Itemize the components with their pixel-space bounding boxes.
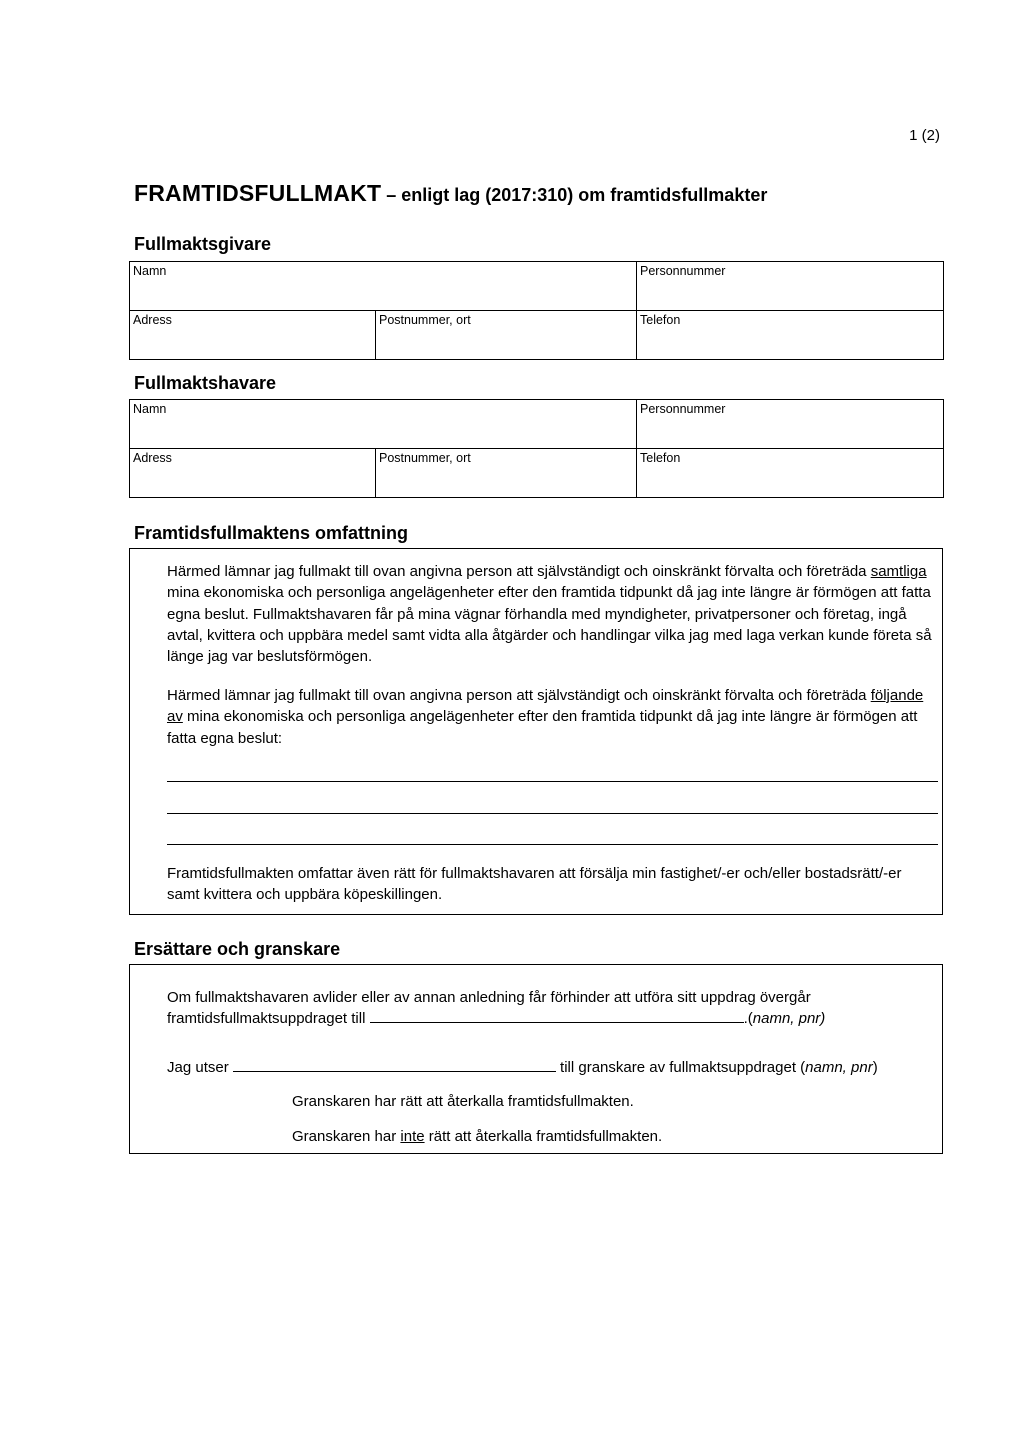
ersattare-box (129, 964, 943, 1154)
document-title (134, 180, 767, 207)
emphasis-foljande-av: följande av (167, 687, 924, 726)
paragraph-text: till granskare av fullmaktsuppdraget ( (555, 1059, 806, 1076)
field-label: Adress (133, 313, 172, 327)
paragraph-text: rätt att återkalla framtidsfullmakten. (424, 1128, 663, 1145)
paragraph-text: Härmed lämnar jag fullmakt till ovan angivna person att självständigt och oinskränkt förvalta och företräda (167, 687, 871, 704)
paragraph-text: .( (743, 1010, 753, 1027)
fullmaktsgivare-name-field[interactable] (130, 262, 637, 311)
paragraph-text: framtidsfullmaktsuppdraget till (167, 1010, 370, 1027)
field-label: Postnummer, ort (379, 313, 471, 327)
document-title-subtitle: – enligt lag (2017:310) om framtidsfullmakter (381, 185, 768, 205)
fullmaktshavare-name-field[interactable] (130, 400, 637, 449)
fullmaktshavare-table (129, 399, 944, 498)
substitute-blank[interactable] (370, 1009, 744, 1023)
field-label: Postnummer, ort (379, 451, 471, 465)
fullmaktshavare-personnummer-field[interactable] (637, 400, 944, 449)
option-may-revoke[interactable]: Granskaren har rätt att återkalla framtidsfullmakten. (292, 1093, 634, 1110)
field-label: Personnummer (640, 402, 726, 416)
omfattning-paragraph-property: Framtidsfullmakten omfattar även rätt för fullmaktshavaren att försälja min fastighet/-er och/eller bostadsrätt/-er samt kvittera och uppbära köpeskillingen. (167, 865, 902, 904)
fill-line-3[interactable] (167, 844, 938, 845)
omfattning-paragraph-all (167, 561, 938, 667)
section-heading-omfattning: Framtidsfullmaktens omfattning (134, 523, 409, 543)
fullmaktshavare-address-field[interactable] (130, 449, 376, 498)
emphasis-inte: inte (400, 1128, 425, 1145)
fill-line-2[interactable] (167, 813, 938, 814)
omfattning-paragraph-partial (167, 685, 938, 749)
paragraph-text: ) (872, 1059, 878, 1076)
option-may-not-revoke[interactable] (292, 1128, 662, 1145)
omfattning-box (129, 548, 943, 915)
paragraph-text: mina ekonomiska och personliga angelägenheter efter den framtida tidpunkt då jag inte längre är förmögen att fatta egna beslut: (167, 708, 918, 747)
granskare-line (167, 1057, 938, 1078)
field-label: Personnummer (640, 264, 726, 278)
section-heading-fullmaktsgivare: Fullmaktsgivare (134, 234, 272, 254)
field-label: Namn (133, 264, 167, 278)
ersattare-line-2 (167, 1008, 938, 1029)
page-number: 1 (2) (909, 127, 940, 144)
document-title-main: FRAMTIDSFULLMAKT (134, 180, 382, 206)
fullmaktshavare-phone-field[interactable] (637, 449, 944, 498)
fullmaktsgivare-table (129, 261, 944, 360)
ersattare-line-1: Om fullmaktshavaren avlider eller av annan anledning får förhinder att utföra sitt uppdrag övergår (167, 989, 811, 1006)
granskare-blank[interactable] (233, 1058, 556, 1072)
section-heading-ersattare: Ersättare och granskare (134, 939, 341, 959)
fullmaktsgivare-phone-field[interactable] (637, 311, 944, 360)
paragraph-text: Granskaren har (292, 1128, 401, 1145)
hint-namn-pnr: namn, pnr (805, 1059, 873, 1076)
emphasis-samtliga: samtliga (870, 563, 927, 580)
paragraph-text: mina ekonomiska och personliga angelägenheter efter den framtida tidpunkt då jag inte längre är förmögen att fatta egna beslut. Fullmaktshavaren får på mina vägnar förhandla med myndigheter, privatpersoner och företag, ingå avtal, kvittera och uppbära medel samt vidta alla åtgärder och handlingar vilka jag med laga verkan kunde företa så länge jag var beslutsförmögen. (167, 584, 932, 666)
paragraph-text: Jag utser (167, 1059, 233, 1076)
fullmaktsgivare-address-field[interactable] (130, 311, 376, 360)
field-label: Telefon (640, 313, 681, 327)
fill-line-1[interactable] (167, 781, 938, 782)
section-heading-fullmaktshavare: Fullmaktshavare (134, 373, 277, 393)
hint-namn-pnr: namn, pnr) (752, 1010, 826, 1027)
fullmaktsgivare-personnummer-field[interactable] (637, 262, 944, 311)
fullmaktsgivare-postal-field[interactable] (376, 311, 637, 360)
fullmaktshavare-postal-field[interactable] (376, 449, 637, 498)
paragraph-text: Härmed lämnar jag fullmakt till ovan angivna person att självständigt och oinskränkt förvalta och företräda (167, 563, 871, 580)
field-label: Adress (133, 451, 172, 465)
field-label: Telefon (640, 451, 681, 465)
field-label: Namn (133, 402, 167, 416)
